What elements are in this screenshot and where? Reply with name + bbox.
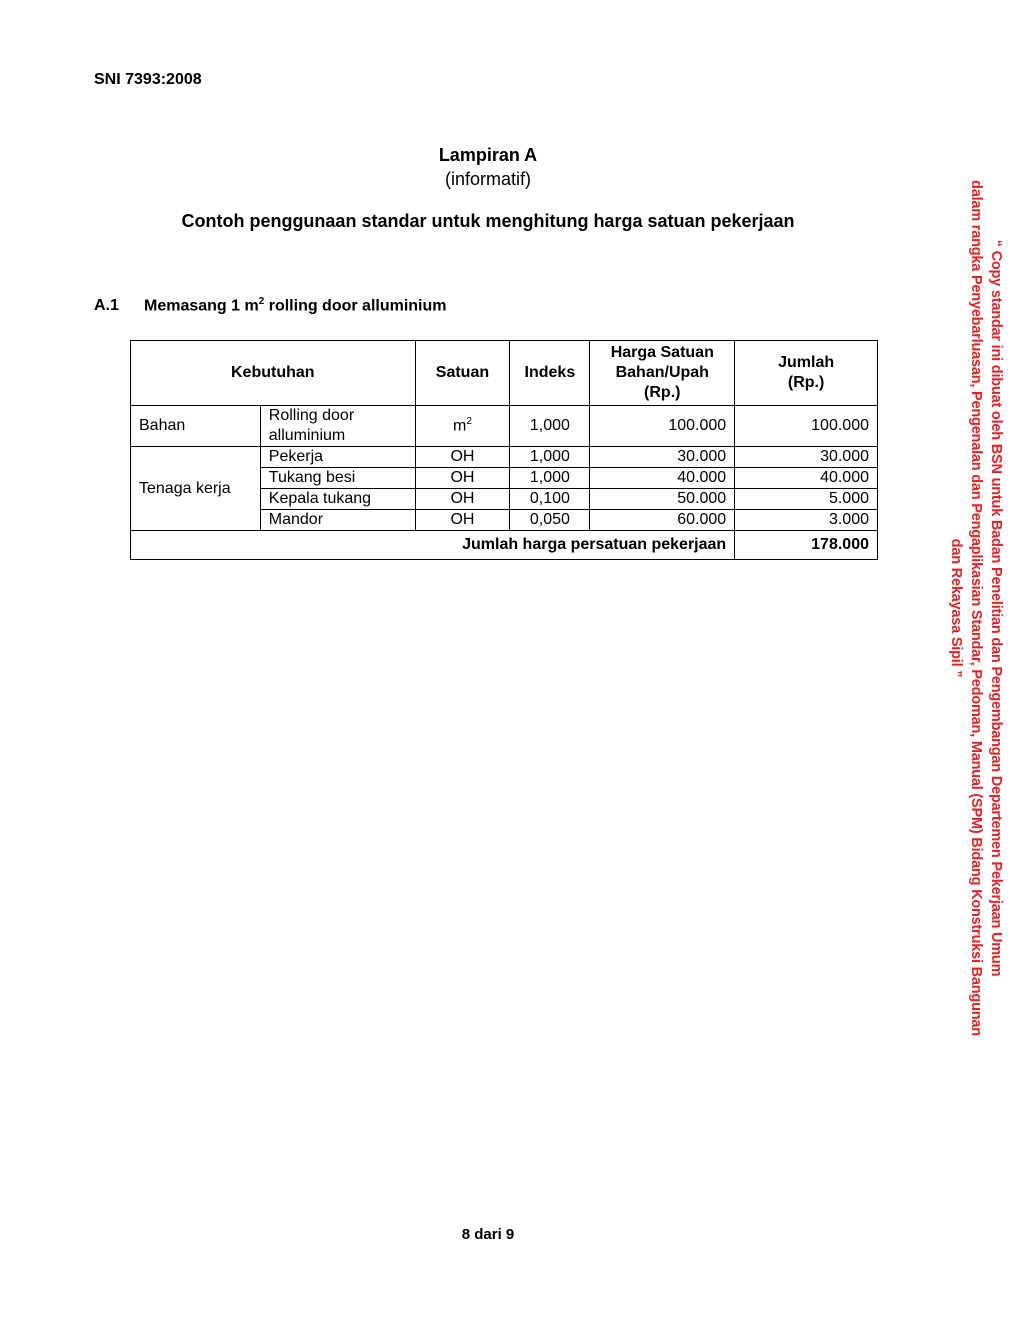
unit-cell: OH [415,468,510,489]
section-number: A.1 [94,297,119,315]
watermark-line1: “ Copy standar ini dibuat oleh BSN untuk Badan Penelitian dan Pengembangan Departemen Pekerjaan Umum [988,239,1004,977]
price-cell: 60.000 [590,510,735,531]
watermark-line2: dalam rangka Penyebarluasan, Pengenalan dan Pengaplikasian Standar, Pedoman, Manual (SPM) Bidang Konstruksi Bangunan dan Rekayasa Sipil ” [948,180,984,1036]
unit-m2 [415,406,510,447]
unit-sup: 2 [466,416,472,427]
annex-type: (informatif) [444,169,531,189]
price-cell: 40.000 [590,468,735,489]
header-harga-line3: (Rp.) [644,384,681,401]
total-cell: 100.000 [735,406,878,447]
index-cell: 1,000 [510,468,590,489]
annex-title-block [0,143,976,191]
group-tenaga-kerja: Tenaga kerja [131,447,261,531]
header-harga-satuan [590,341,735,406]
index-cell: 1,000 [510,447,590,468]
document-code: SNI 7393:2008 [94,71,202,88]
table-header-row [131,341,878,406]
item-cell: Tukang besi [260,468,415,489]
header-harga-line2: Bahan/Upah [615,364,709,381]
table-total-row [131,531,878,560]
annex-title: Lampiran A [438,145,538,165]
header-jumlah-line2: (Rp.) [787,374,825,391]
table-row-bahan [131,406,878,447]
index-cell: 0,050 [510,510,590,531]
section-title-post: rolling door alluminium [264,297,447,315]
header-kebutuhan: Kebutuhan [131,341,416,406]
price-cell: 50.000 [590,489,735,510]
page-number: 8 dari 9 [461,1226,515,1243]
section-title-sup: 2 [258,296,265,307]
item-cell: Kepala tukang [260,489,415,510]
header-jumlah [735,341,878,406]
item-cell: Mandor [260,510,415,531]
section-heading [94,296,447,315]
item-cell: Pekerja [260,447,415,468]
header-jumlah-line1: Jumlah [778,354,835,371]
header-harga-line1: Harga Satuan [610,344,714,361]
index-cell: 1,000 [510,406,590,447]
price-cell: 100.000 [590,406,735,447]
item-rolling-door-line1: Rolling door [268,407,355,424]
total-cell: 5.000 [735,489,878,510]
total-cell: 40.000 [735,468,878,489]
price-cell: 30.000 [590,447,735,468]
group-bahan: Bahan [131,406,261,447]
item-rolling-door [260,406,415,447]
header-indeks: Indeks [510,341,590,406]
unit-cell: OH [415,510,510,531]
index-cell: 0,100 [510,489,590,510]
total-value: 178.000 [735,531,878,560]
section-title-pre: Memasang 1 m [144,297,259,315]
table-row [131,447,878,468]
unit-cell: OH [415,489,510,510]
cost-table [130,340,878,560]
unit-base: m [453,417,467,435]
total-cell: 30.000 [735,447,878,468]
header-satuan: Satuan [415,341,510,406]
total-label: Jumlah harga persatuan pekerjaan [131,531,735,560]
copyright-watermark [946,168,1006,1048]
total-cell: 3.000 [735,510,878,531]
item-rolling-door-line2: alluminium [268,427,346,444]
unit-cell: OH [415,447,510,468]
annex-subtitle: Contoh penggunaan standar untuk menghitung harga satuan pekerjaan [181,211,795,231]
